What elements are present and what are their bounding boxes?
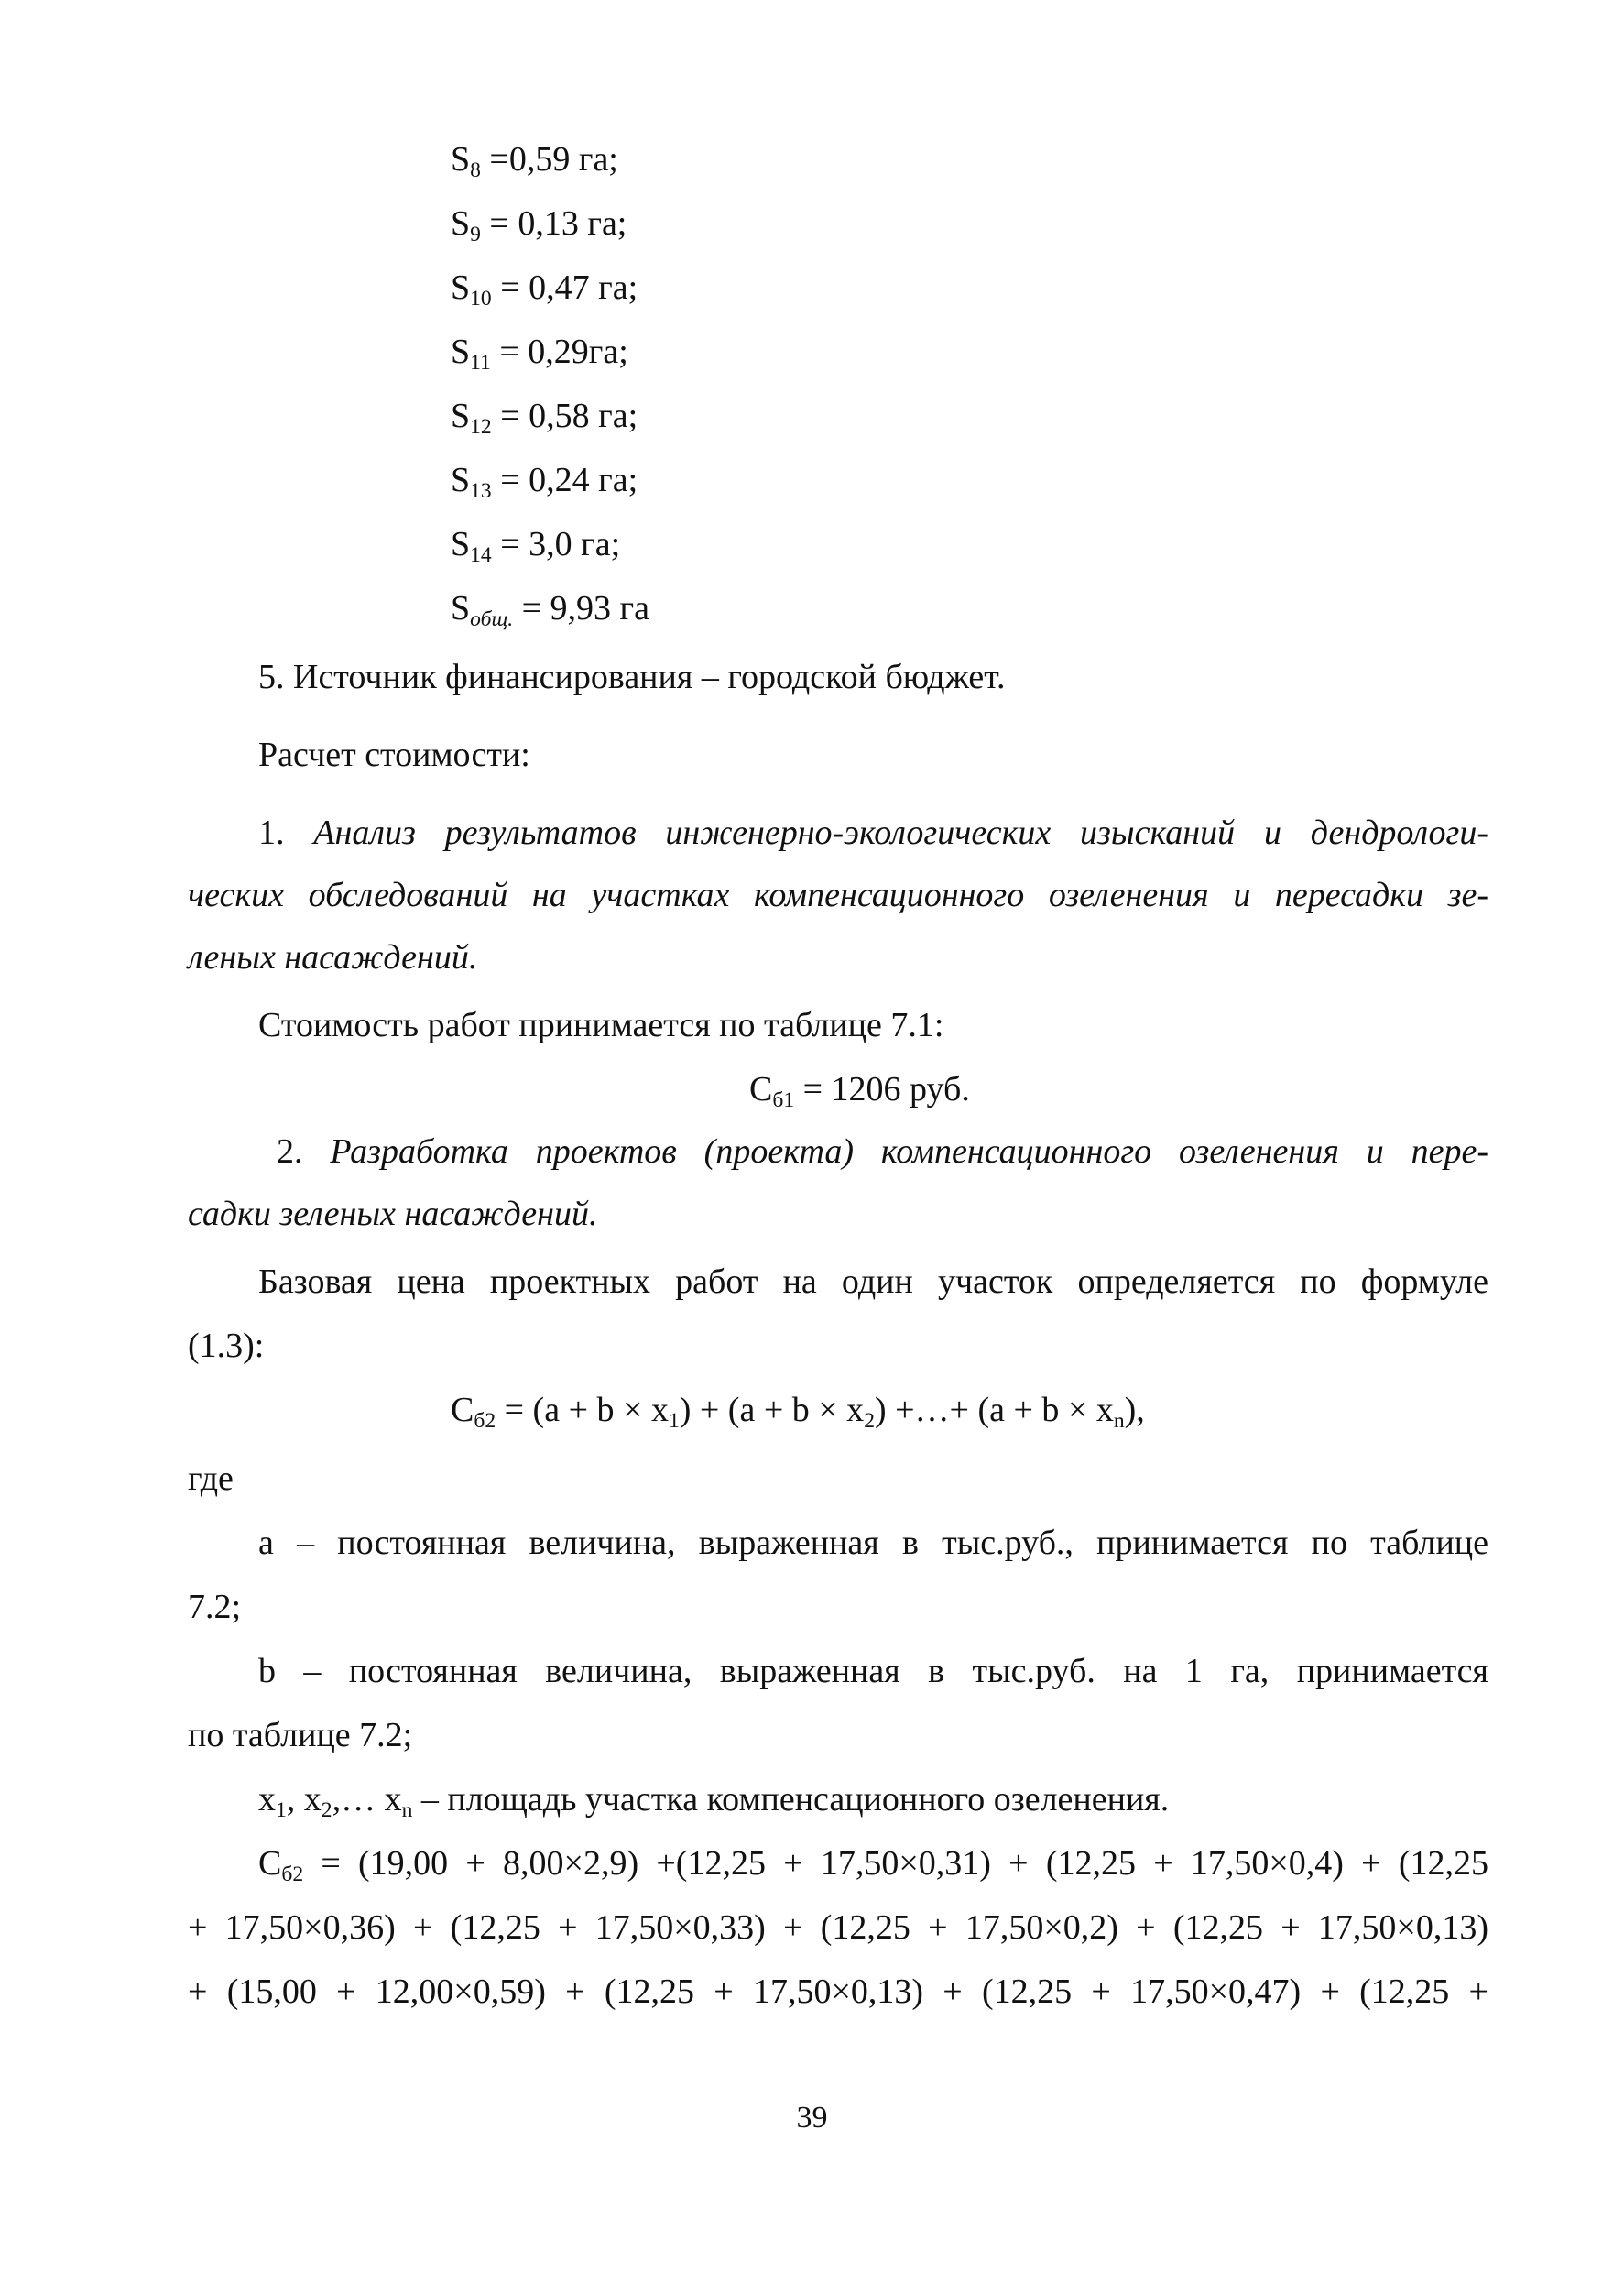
c61-value: $С_{б1} = 1206$ руб.	[749, 1070, 970, 1113]
area-s8: $S_8 =0,59$ га;	[451, 140, 618, 183]
area-total: $S_{общ.} = 9,93$ га	[451, 589, 649, 632]
area-s10: $S_{10} = 0,47$ га;	[451, 268, 638, 311]
area-s12: $S_{12} = 0,58$ га;	[451, 397, 638, 440]
def-a-line2: 7.2;	[188, 1588, 242, 1626]
area-s9: $S_9 = 0,13$ га;	[451, 204, 627, 247]
base-price-line1: Базовая цена проектных работ на один участок определяется по формуле	[258, 1262, 1488, 1301]
funding-source: 5. Источник финансирования – городской бюджет.	[258, 658, 1006, 696]
item2-line2: садки зеленых насаждений.	[188, 1195, 598, 1233]
formula-c62: $С_{б2} = (a + b \times x_1) + (a + b \times x_2)$ +…+ $(a + b \times x_n)$,	[451, 1391, 1145, 1434]
area-s11: $S_{11} = 0,29га$;	[451, 333, 628, 376]
item1-line2: ческих обследований на участках компенсационного озеленения и пересадки зе-	[188, 876, 1488, 914]
area-s13: $S_{13} = 0,24$ га;	[451, 461, 638, 504]
where-label: где	[188, 1459, 234, 1498]
def-a-line1: а – постоянная величина, выраженная в тыс.руб., принимается по таблице	[258, 1524, 1488, 1562]
item1-line3: леных насаждений.	[188, 938, 478, 977]
def-x: $x_1$, $x_2,\dots$ $x_n$ – площадь участка компенсационного озеленения.	[258, 1780, 1170, 1823]
item1-line1: 1. Анализ результатов инженерно-экологических изысканий и дендрологи-	[258, 814, 1488, 852]
calc-line3: + (15,00 + 12,00×0,59) + (12,25 + 17,50×0,13) + (12,25 + 17,50×0,47) + (12,25 +	[188, 1972, 1488, 2011]
calc-line2: + 17,50×0,36) + (12,25 + 17,50×0,33) + (12,25 + 17,50×0,2) + (12,25 + 17,50×0,13)	[188, 1908, 1488, 1947]
def-b-line1: b – постоянная величина, выраженная в тыс.руб. на 1 га, принимается	[258, 1652, 1488, 1690]
def-b-line2: по таблице 7.2;	[188, 1716, 413, 1754]
cost-table-text: Стоимость работ принимается по таблице 7.1:	[258, 1006, 944, 1044]
area-s14: $S_{14} = 3,0$ га;	[451, 525, 621, 568]
base-price-line2: (1.3):	[188, 1327, 265, 1365]
page-number: 39	[796, 2101, 828, 2135]
calc-heading: Расчет стоимости:	[258, 736, 530, 774]
item2-line1: 2. Разработка проектов (проекта) компенсационного озеленения и пере-	[277, 1132, 1488, 1171]
calc-line1: $С_{б2} = (19,00 + 8,00\times 2,9) +(12,25 + 17,50\times 0,31) + (12,25 + 17,50\times 0,4) + (12,25$	[258, 1844, 1488, 1887]
